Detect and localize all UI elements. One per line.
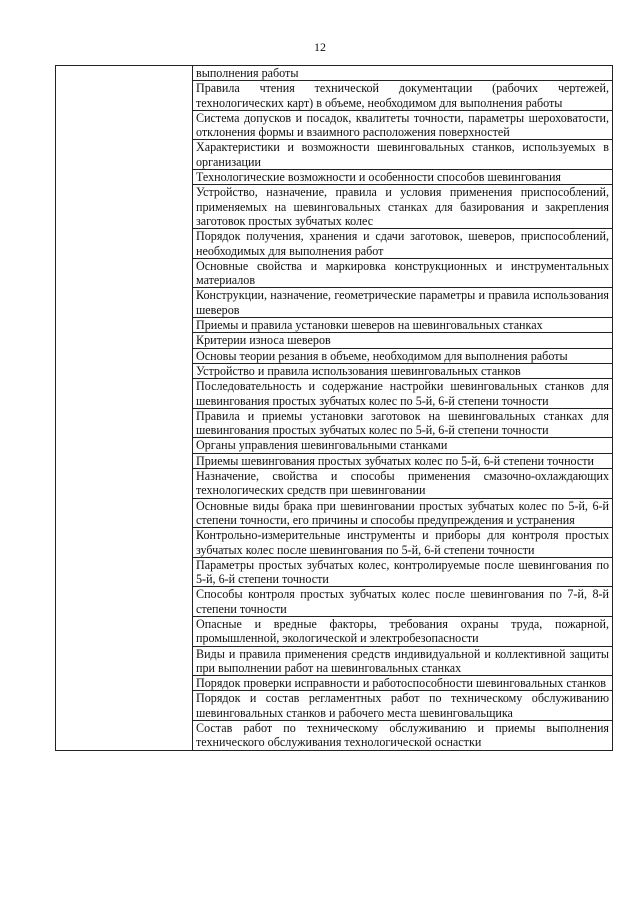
knowledge-item: Устройство и правила использования шевинговальных станков (193, 363, 613, 378)
knowledge-table (55, 65, 613, 751)
knowledge-item: Основные свойства и маркировка конструкционных и инструментальных материалов (193, 258, 613, 288)
knowledge-item: Опасные и вредные факторы, требования охраны труда, пожарной, промышленной, экологической и электробезопасности (193, 616, 613, 646)
knowledge-item: Способы контроля простых зубчатых колес после шевингования по 7-й, 8-й степени точности (193, 587, 613, 617)
knowledge-item: Контрольно-измерительные инструменты и приборы для контроля простых зубчатых колес после шевингования по 5-й, 6-й степени точности (193, 528, 613, 558)
knowledge-item: Основы теории резания в объеме, необходимом для выполнения работы (193, 348, 613, 363)
category-cell (56, 66, 193, 751)
knowledge-item: Основные виды брака при шевинговании простых зубчатых колес по 5-й, 6-й степени точности, его причины и способы предупреждения и устранения (193, 498, 613, 528)
knowledge-item: выполнения работы (193, 66, 613, 81)
knowledge-item: Приемы и правила установки шеверов на шевинговальных станках (193, 318, 613, 333)
knowledge-item: Правила и приемы установки заготовок на шевинговальных станках для шевингования простых зубчатых колес по 5-й, 6-й степени точности (193, 408, 613, 438)
knowledge-item: Конструкции, назначение, геометрические параметры и правила использования шеверов (193, 288, 613, 318)
knowledge-item: Правила чтения технической документации (рабочих чертежей, технологических карт) в объеме, необходимом для выполнения работы (193, 81, 613, 111)
knowledge-item: Порядок и состав регламентных работ по техническому обслуживанию шевинговальных станков и рабочего места шевинговальщика (193, 691, 613, 721)
knowledge-item: Характеристики и возможности шевинговальных станков, используемых в организации (193, 140, 613, 170)
knowledge-item: Виды и правила применения средств индивидуальной и коллективной защиты при выполнении работ на шевинговальных станках (193, 646, 613, 676)
table-row (56, 66, 613, 81)
knowledge-item: Устройство, назначение, правила и условия применения приспособлений, применяемых на шевинговальных станках для базирования и закрепления заготовок простых зубчатых колес (193, 185, 613, 229)
knowledge-table-body (56, 66, 613, 751)
knowledge-item: Система допусков и посадок, квалитеты точности, параметры шероховатости, отклонения формы и взаимного расположения поверхностей (193, 110, 613, 140)
knowledge-item: Состав работ по техническому обслуживанию и приемы выполнения технического обслуживания технологической оснастки (193, 721, 613, 751)
knowledge-item: Назначение, свойства и способы применения смазочно-охлаждающих технологических средств при шевинговании (193, 469, 613, 499)
knowledge-item: Порядок получения, хранения и сдачи заготовок, шеверов, приспособлений, необходимых для выполнения работ (193, 229, 613, 259)
knowledge-item: Органы управления шевинговальными станками (193, 438, 613, 453)
knowledge-item: Параметры простых зубчатых колес, контролируемые после шевингования по 5-й, 6-й степени точности (193, 557, 613, 587)
page-number: 12 (314, 40, 326, 54)
knowledge-item: Критерии износа шеверов (193, 333, 613, 348)
knowledge-item: Технологические возможности и особенности способов шевингования (193, 170, 613, 185)
knowledge-item: Приемы шевингования простых зубчатых колес по 5-й, 6-й степени точности (193, 453, 613, 468)
knowledge-item: Последовательность и содержание настройки шевинговальных станков для шевингования простых зубчатых колес по 5-й, 6-й степени точности (193, 379, 613, 409)
knowledge-item: Порядок проверки исправности и работоспособности шевинговальных станков (193, 676, 613, 691)
